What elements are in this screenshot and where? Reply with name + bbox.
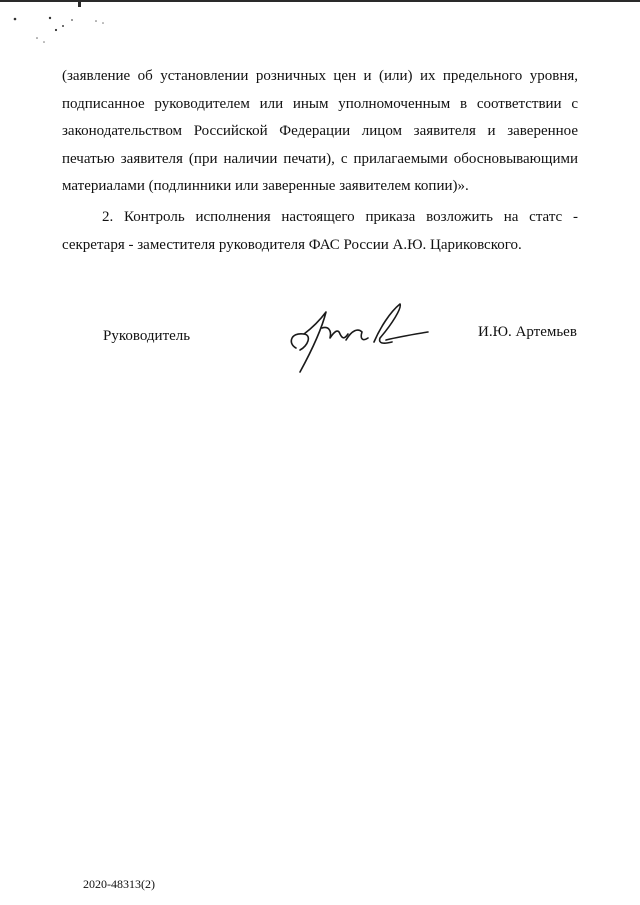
signatory-title: Руководитель	[103, 328, 191, 344]
text-line: печатью заявителя (при наличии печати), с прилагаемыми обосновывающими	[62, 150, 578, 167]
paragraph-application-requirements	[62, 63, 578, 201]
text-line: подписанное руководителем или иным уполномоченным в соответствии с	[62, 95, 578, 112]
paragraph-control-clause	[62, 204, 578, 259]
handwritten-signature	[282, 298, 432, 378]
text-line: законодательством Российской Федерации лицом заявителя и заверенное	[62, 123, 578, 140]
signatory-name: И.Ю. Артемьев	[478, 324, 577, 340]
text-line: материалами (подлинники или заверенные заявителем копии)».	[62, 178, 469, 195]
text-line: 2. Контроль исполнения настоящего приказа возложить на статс -	[102, 209, 578, 225]
registration-number: 2020-48313(2)	[83, 877, 155, 891]
text-line: секретаря - заместителя руководителя ФАС России А.Ю. Цариковского.	[62, 236, 522, 253]
text-line: (заявление об установлении розничных цен и (или) их предельного уровня,	[62, 68, 578, 84]
scan-specks	[0, 0, 140, 60]
